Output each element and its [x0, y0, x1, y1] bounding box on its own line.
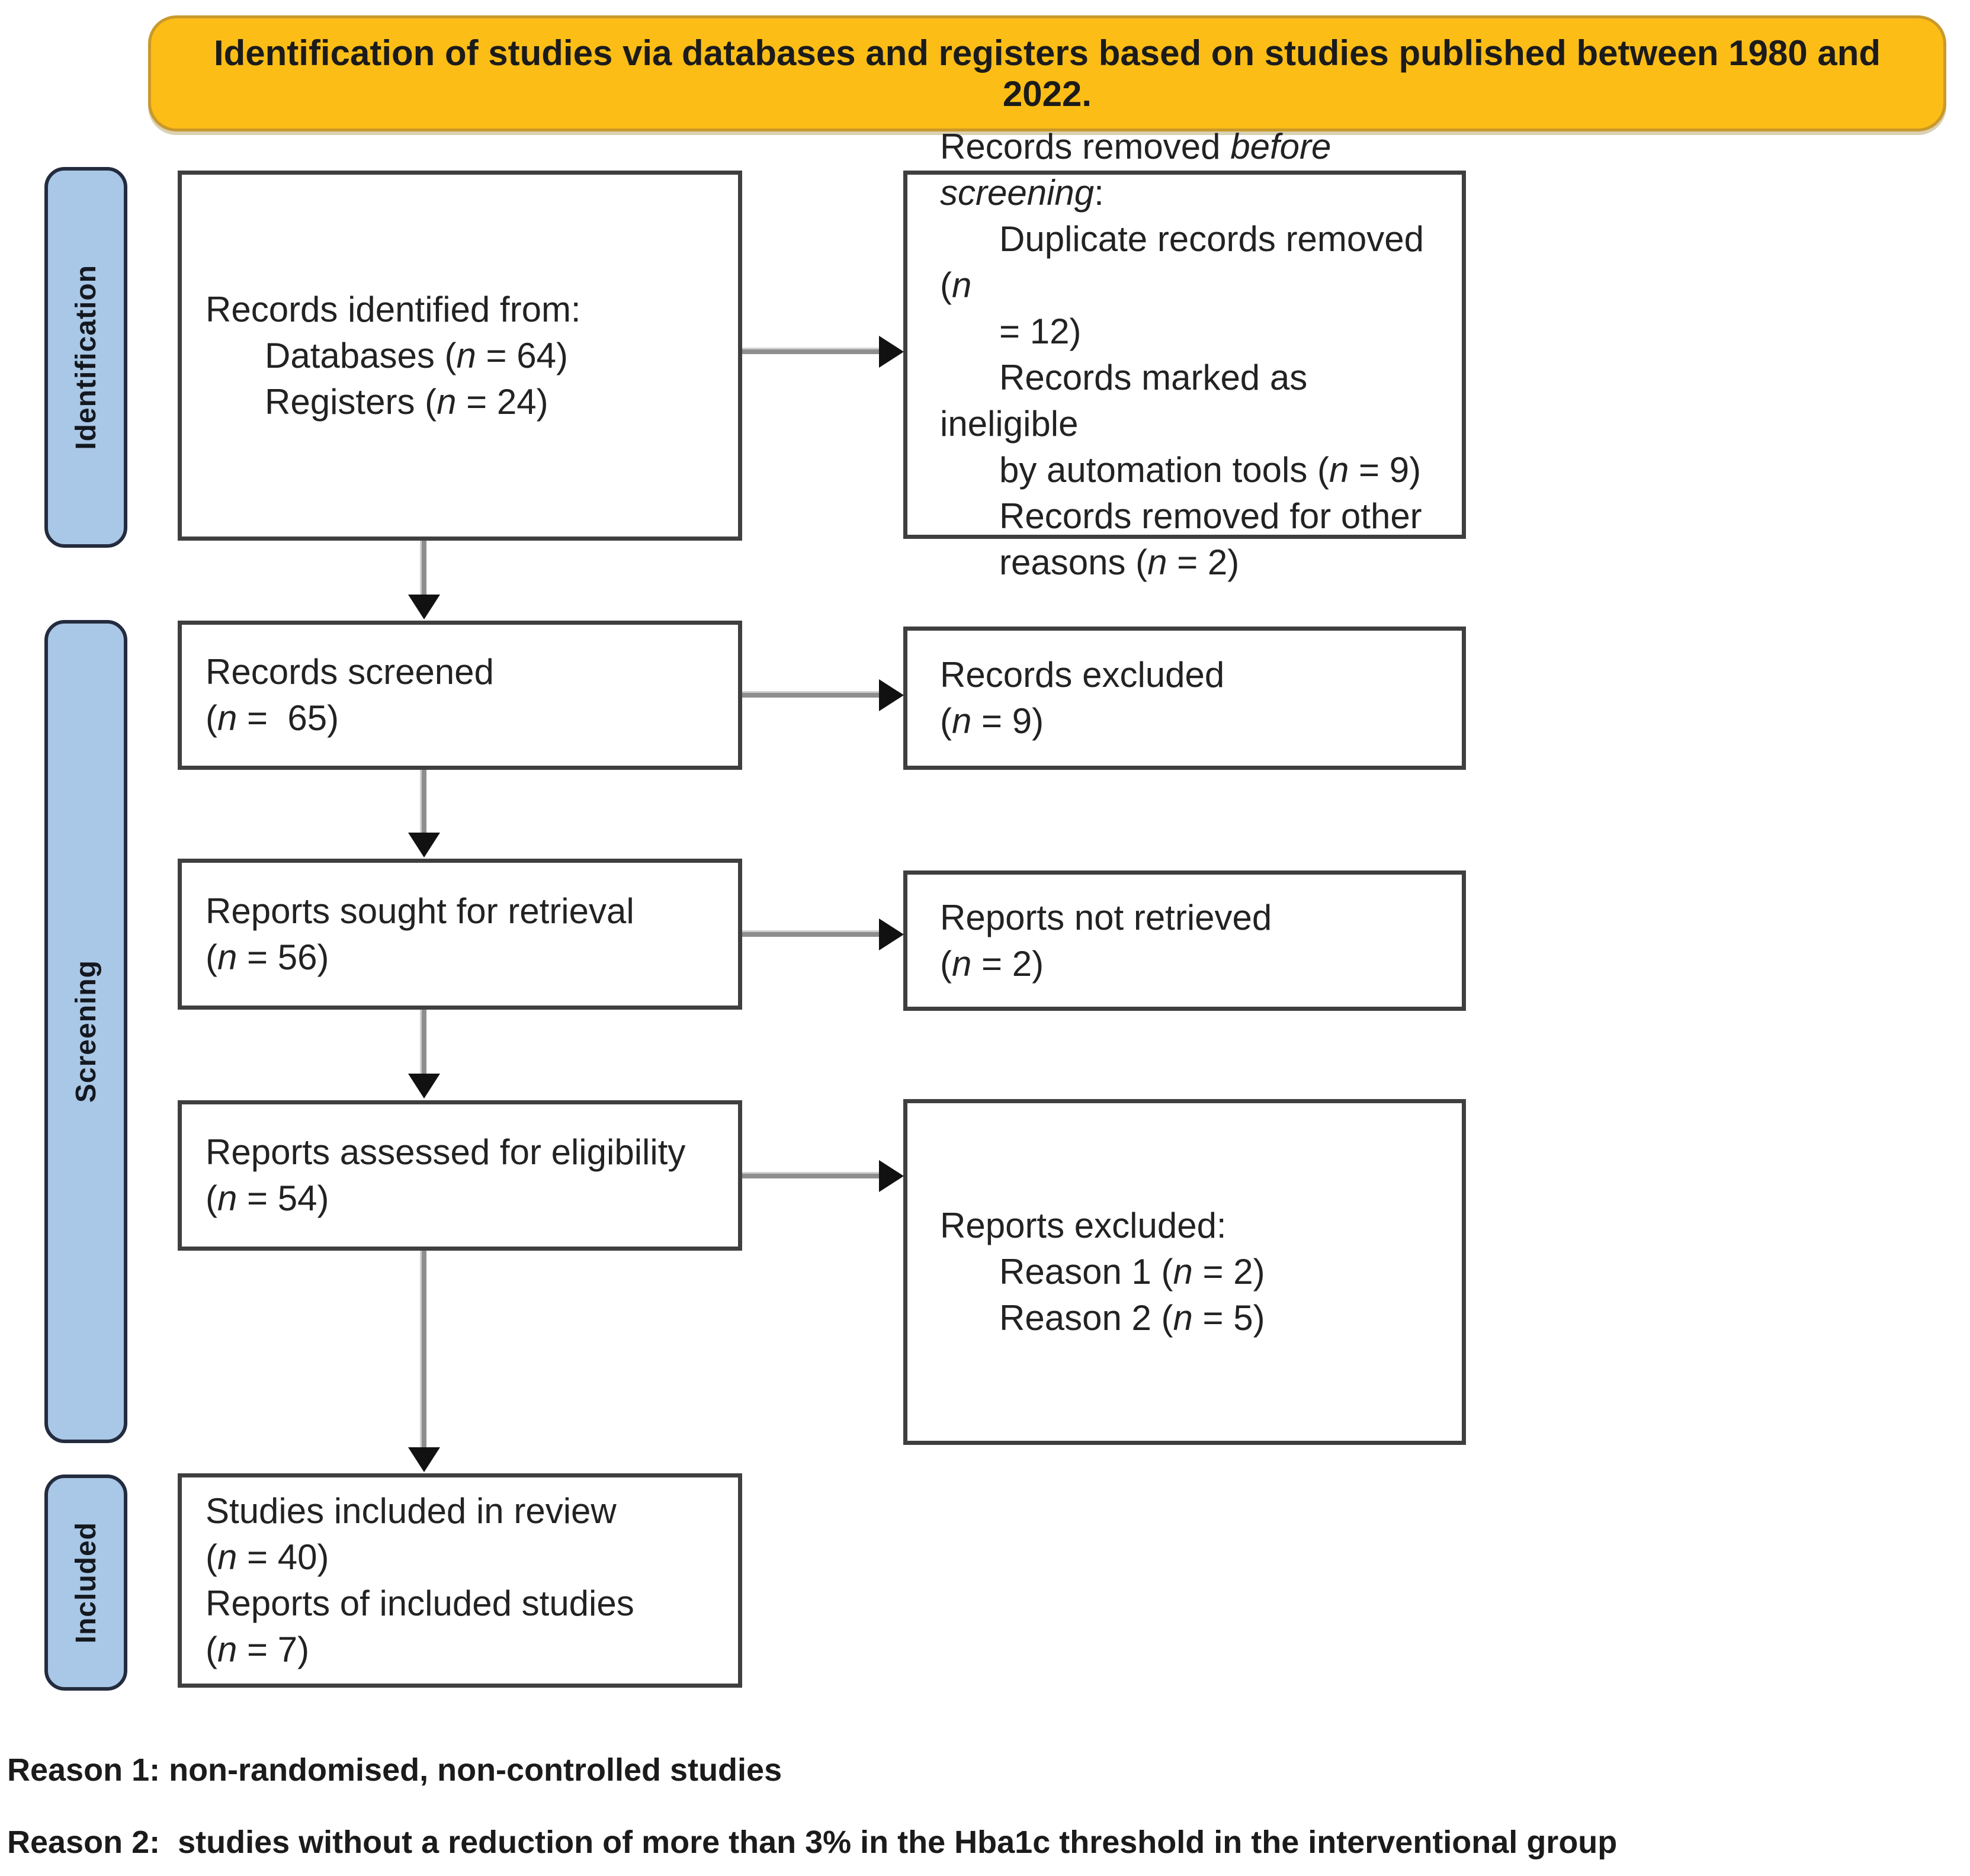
box-records-screened: [178, 621, 742, 770]
box-records-removed: [903, 127, 1466, 582]
box-records-identified: [178, 171, 742, 541]
stage-label-identification: [44, 167, 127, 548]
stage-label-identification-text: Identification: [70, 265, 102, 450]
arrow-line: [422, 1010, 426, 1075]
box-reports-excluded: [903, 1099, 1466, 1445]
box-reports-sought-text: Reports sought for retrieval (n = 56): [206, 891, 634, 977]
arrow-line: [422, 770, 426, 834]
stage-label-included: [44, 1475, 127, 1691]
box-studies-included: [178, 1473, 742, 1688]
arrow-head-right-icon: [879, 1160, 904, 1192]
arrow-head-right-icon: [879, 679, 904, 711]
box-reports-not-retrieved-text: Reports not retrieved (n = 2): [940, 897, 1272, 984]
arrow-line: [742, 1174, 884, 1178]
title-banner: [148, 15, 1946, 131]
arrow-head-down-icon: [408, 1074, 440, 1098]
box-records-removed-text: Records removed before screening: Duplicate records removed (n = 12) Records marked as ineligible by automation tools (n = 9) Records removed for other reasons (n = 2): [940, 127, 1434, 582]
box-reports-assessed-text: Reports assessed for eligibility (n = 54): [206, 1132, 686, 1218]
box-studies-included-text: Studies included in review (n = 40) Reports of included studies (n = 7): [206, 1491, 634, 1669]
box-records-excluded: [903, 627, 1466, 770]
footnote-reason-2: Reason 2: studies without a reduction of more than 3% in the Hba1c threshold in the interventional group: [7, 1824, 1618, 1860]
stage-label-included-text: Included: [70, 1521, 102, 1644]
arrow-head-down-icon: [408, 1447, 440, 1472]
arrow-line: [422, 541, 426, 597]
box-reports-excluded-text: Reports excluded: Reason 1 (n = 2) Reason 2 (n = 5): [940, 1206, 1265, 1338]
arrow-head-right-icon: [879, 336, 904, 368]
box-records-screened-text: Records screened (n = 65): [206, 652, 494, 738]
box-reports-assessed: [178, 1100, 742, 1251]
arrow-line: [742, 693, 884, 698]
box-records-identified-text: Records identified from: Databases (n = 64) Registers (n = 24): [206, 289, 581, 422]
arrow-line: [742, 932, 884, 937]
box-reports-sought: [178, 859, 742, 1010]
arrow-head-down-icon: [408, 833, 440, 857]
arrow-line: [742, 349, 884, 354]
stage-label-screening: [44, 620, 127, 1443]
box-records-excluded-text: Records excluded (n = 9): [940, 655, 1225, 741]
arrow-head-down-icon: [408, 595, 440, 619]
arrow-head-right-icon: [879, 918, 904, 950]
arrow-line: [422, 1251, 426, 1448]
box-reports-not-retrieved: [903, 870, 1466, 1011]
page-title: Identification of studies via databases and registers based on studies published between 1980 and 2022.: [213, 33, 1881, 114]
stage-label-screening-text: Screening: [70, 960, 102, 1103]
footnote-reason-1: Reason 1: non-randomised, non-controlled studies: [7, 1752, 782, 1788]
